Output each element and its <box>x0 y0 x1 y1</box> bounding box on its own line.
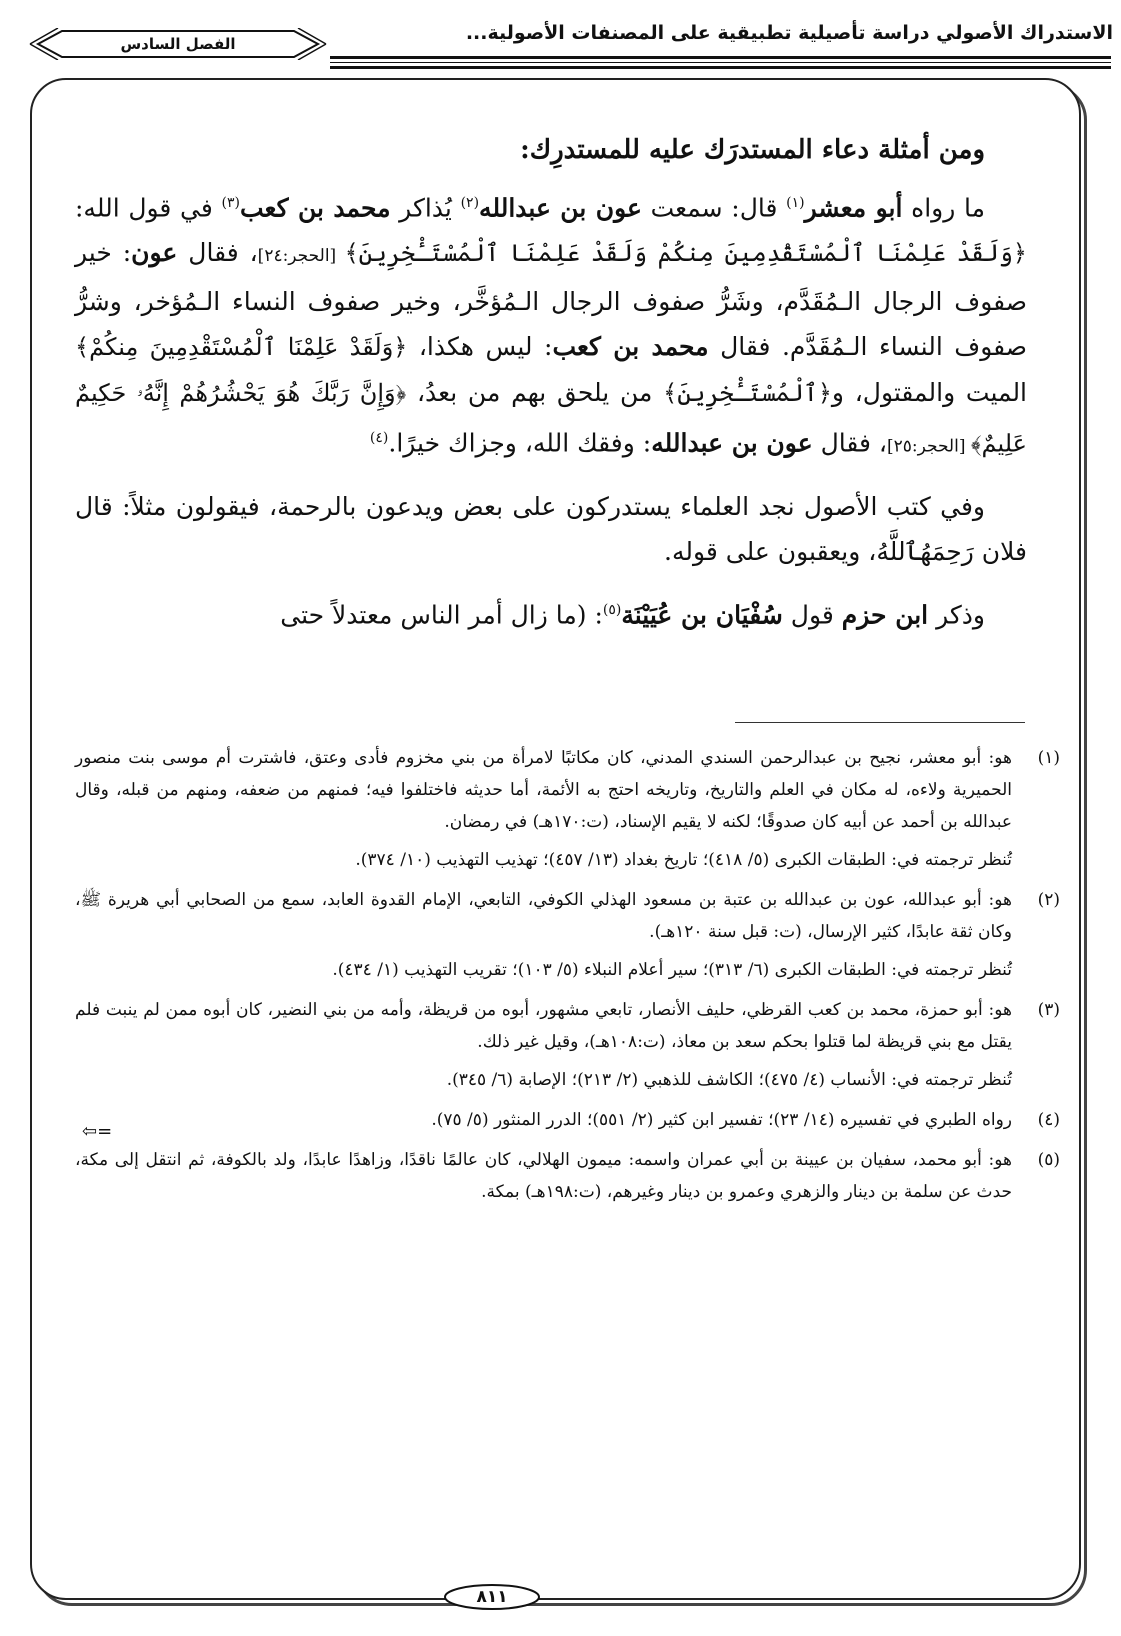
section-heading: ومن أمثلة دعاء المستدرَك عليه للمستدرِك: <box>520 135 985 165</box>
footnote-number: (٢) <box>1037 890 1060 910</box>
footnote-text: هو: أبو عبدالله، عون بن عبدالله بن عتبة بن مسعود الهذلي الكوفي، التابعي، الإمام القدوة العابد، سمع من الصحابي أبي هريرة ﷺ، وكان ثقة عابدًا، كثير الإرسال، (ت: قبل سنة ١٢٠هـ). <box>75 890 1012 942</box>
footnote-number: (٥) <box>1037 1150 1060 1170</box>
chapter-label: الفصل السادس <box>120 35 236 53</box>
quran-verse: ﴿وَلَقَدْ عَلِمْنَا ٱلْمُسْتَقْدِمِينَ مِنكُمْ وَلَقَدْ عَلِمْنَا ٱلْمُسْتَـْٔخِرِينَ﴾ <box>344 239 1027 268</box>
paragraph-2 <box>75 484 1027 574</box>
name-abu-mashar: أبو معشر <box>804 193 903 223</box>
footnote-ref: (٥) <box>602 601 622 618</box>
continuation-arrow-icon: ⇦= <box>82 1121 113 1142</box>
page-number: ٨١١ <box>476 1587 508 1607</box>
main-text <box>75 128 1027 637</box>
paragraph-1 <box>75 181 1027 470</box>
page-number-badge <box>442 1582 542 1612</box>
text: : (ما زال أمر الناس معتدلاً حتى <box>280 599 603 629</box>
text: ، فقال <box>177 238 258 268</box>
text: : ليس هكذا، <box>407 332 553 362</box>
text: في قول الله: <box>75 193 222 223</box>
footnote-separator <box>735 722 1025 723</box>
text: الميت والمقتول، و <box>831 378 1028 408</box>
text: ، فقال <box>812 428 887 458</box>
text: وفي كتب الأصول نجد العلماء يستدركون على بعض ويدعون بالرحمة، فيقولون مثلاً: قال فلان <box>75 491 1027 566</box>
text: ، ويعقبون على قوله. <box>664 536 877 566</box>
verse-reference: [الحجر:٢٤] <box>257 246 345 267</box>
footnote-number: (٤) <box>1037 1110 1060 1130</box>
footnote-3 <box>75 994 1060 1096</box>
text: يُذاكر <box>390 193 461 223</box>
name-awn: عون بن عبدالله <box>651 428 813 458</box>
header-rule <box>330 62 1111 63</box>
text: قال: سمعت <box>641 193 787 223</box>
footnote-number: (٣) <box>1037 1000 1060 1020</box>
footnote-ref: (٣) <box>221 195 240 211</box>
text: : وفقك الله، وجزاك خيرًا. <box>388 428 652 458</box>
chapter-badge <box>28 28 328 60</box>
footnote-4 <box>75 1104 1060 1136</box>
name-muhammad-bin-kab: محمد بن كعب <box>552 332 709 362</box>
footnote-text: هو: أبو محمد، سفيان بن عيينة بن أبي عمران واسمه: ميمون الهلالي، كان عالمًا ناقدًا، وزاهدًا عابدًا، ولد بالكوفة، ثم انتقل إلى مكة، حدث عن سلمة بن دينار والزهري وعمرو بن دينار وغيرهم، (ت:١٩٨هـ) بمكة. <box>75 1150 1012 1202</box>
footnote-text: رواه الطبري في تفسيره (١٤/ ٢٣)؛ تفسير ابن كثير (٢/ ٥٥١)؛ الدرر المنثور (٥/ ٧٥). <box>431 1110 1012 1130</box>
quran-verse: ﴿وَلَقَدْ عَلِمْنَا ٱلْمُسْتَقْدِمِينَ مِنكُمْ﴾ <box>75 333 408 362</box>
name-sufyan: سُفْيَان بن عُيَيْنَة <box>621 599 783 629</box>
text: ما رواه <box>902 193 985 223</box>
quran-verse: ﴿وَإِنَّ رَبَّكَ هُوَ يَحْشُرُهُمْ إِنَّهُۥ حَكِيمٌ عَلِيمٌ﴾ <box>75 379 1027 458</box>
footnote-text: هو: أبو حمزة، محمد بن كعب القرظي، حليف الأنصار، تابعي مشهور، أبوه من قريظة، وأمه من بني النضير، كان أبوه ممن لم ينبت فلم يقتل مع بني قريظة لما قتلوا بحكم سعد بن معاذ، (ت:١٠٨هـ)، وقيل غير ذلك. <box>75 1000 1012 1052</box>
footnote-ref: (١) <box>786 195 805 211</box>
footnote-ref: (٢) <box>460 195 480 211</box>
header-rule <box>330 66 1111 69</box>
verse-reference: [الحجر:٢٥] <box>886 436 971 457</box>
footnote-2 <box>75 884 1060 986</box>
text: وذكر <box>928 599 985 629</box>
text: من يلحق بهم من بعدُ، <box>406 378 664 408</box>
quran-verse: ﴿ٱلْمُسْتَـْٔخِرِينَ﴾ <box>663 379 832 408</box>
header-rule <box>330 56 1111 59</box>
honorific: رَحِمَهُٱللَّهُ <box>876 536 974 566</box>
footnote-5 <box>75 1144 1060 1208</box>
book-title: الاستدراك الأصولي دراسة تأصيلية تطبيقية على المصنفات الأصولية... <box>465 22 1113 44</box>
name-ibn-hazm: ابن حزم <box>841 599 929 629</box>
name-awn: عون بن عبدالله <box>479 193 642 223</box>
footnote-1 <box>75 742 1060 876</box>
footnote-number: (١) <box>1037 748 1060 768</box>
text: قول <box>782 599 842 629</box>
name-awn: عون <box>131 238 178 268</box>
footnote-source: تُنظر ترجمته في: الطبقات الكبرى (٦/ ٣١٣)؛ سير أعلام النبلاء (٥/ ١٠٣)؛ تقريب التهذيب (١/ ٤٣٤). <box>332 960 1012 980</box>
name-muhammad-bin-kab: محمد بن كعب <box>240 193 391 223</box>
text: : خير صفوف الرجال الـمُقَدَّم، وشَرُّ صفوف الرجال الـمُؤخَّر، وخير صفوف النساء الـمُؤخر، وشرُّ صفوف النساء الـمُقَدَّم. فقال <box>75 238 1027 362</box>
footnote-source: تُنظر ترجمته في: الطبقات الكبرى (٥/ ٤١٨)؛ تاريخ بغداد (١٣/ ٤٥٧)؛ تهذيب التهذيب (١٠/ ٣٧٤). <box>355 850 1012 870</box>
footnotes <box>75 742 1060 1216</box>
footnote-source: تُنظر ترجمته في: الأنساب (٤/ ٤٧٥)؛ الكاشف للذهبي (٢/ ٢١٣)؛ الإصابة (٦/ ٣٤٥). <box>446 1070 1012 1090</box>
footnote-ref: (٤) <box>369 430 389 447</box>
footnote-text: هو: أبو معشر، نجيح بن عبدالرحمن السندي المدني، كان مكاتبًا لامرأة من بني مخزوم فأدى وعتق، فاشترت أم موسى بنت منصور الحميرية ولاءه، له مكان في العلم والتاريخ، وتاريخه احتج به الأئمة، أما حديثه فاختلفوا فيه؛ فمنهم من ضعفه، ومنهم من قبله، وقال عبدالله بن أحمد عن أبيه كان صدوقًا؛ لكنه لا يقيم الإسناد، (ت:١٧٠هـ) في رمضان. <box>75 748 1012 832</box>
paragraph-3 <box>75 588 1027 637</box>
